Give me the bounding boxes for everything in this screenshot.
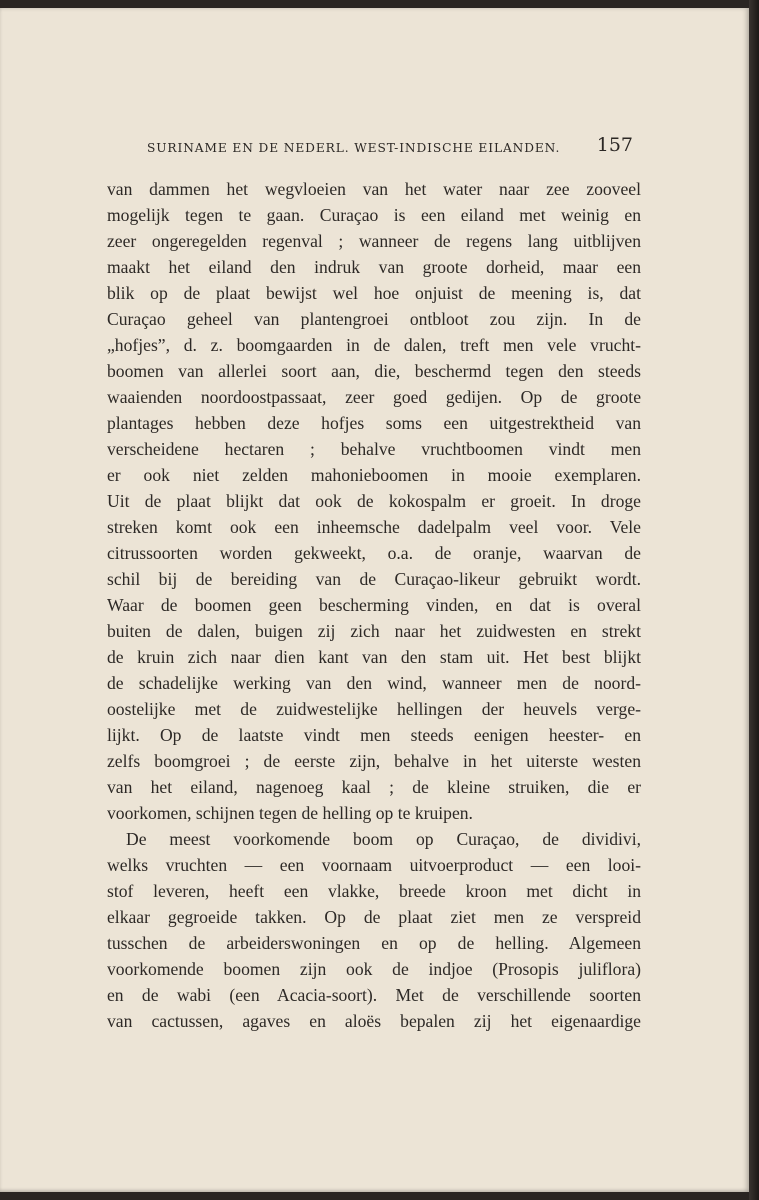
text-line: citrussoorten worden gekweekt, o.a. de oranje, waarvan de	[107, 543, 641, 563]
text-line: van cactussen, agaves en aloës bepalen zij het eigenaardige	[107, 1011, 641, 1031]
text-line: de kruin zich naar dien kant van den stam uit. Het best blijkt	[107, 647, 641, 667]
text-line: Waar de boomen geen bescherming vinden, en dat is overal	[107, 595, 641, 615]
text-line: zeer ongeregelden regenval ; wanneer de regens lang uitblijven	[107, 231, 641, 251]
text-line: De meest voorkomende boom op Curaçao, de dividivi,	[126, 829, 641, 849]
text-line: voorkomen, schijnen tegen de helling op te kruipen.	[107, 803, 473, 823]
text-line: en de wabi (een Acacia-soort). Met de verschillende soorten	[107, 985, 641, 1005]
text-line: lijkt. Op de laatste vindt men steeds eenigen heester- en	[107, 725, 641, 745]
text-line: maakt het eiland den indruk van groote dorheid, maar een	[107, 257, 641, 277]
text-line: boomen van allerlei soort aan, die, beschermd tegen den steeds	[107, 361, 641, 381]
text-line: welks vruchten — een voornaam uitvoerproduct — een looi-	[107, 855, 641, 875]
running-title: SURINAME EN DE NEDERL. WEST-INDISCHE EILANDEN.	[147, 141, 561, 155]
text-line: stof leveren, heeft een vlakke, breede kroon met dicht in	[107, 881, 641, 901]
text-line: oostelijke met de zuidwestelijke hellingen der heuvels verge-	[107, 699, 641, 719]
text-line: er ook niet zelden mahonieboomen in mooie exemplaren.	[107, 465, 641, 485]
page-number: 157	[596, 134, 633, 156]
text-line: „hofjes”, d. z. boomgaarden in de dalen, treft men vele vrucht-	[107, 335, 641, 355]
text-line: plantages hebben deze hofjes soms een uitgestrektheid van	[107, 413, 641, 433]
text-line: Curaçao geheel van plantengroei ontbloot zou zijn. In de	[107, 309, 641, 329]
text-line: zelfs boomgroei ; de eerste zijn, behalve in het uiterste westen	[107, 751, 641, 771]
text-line: mogelijk tegen te gaan. Curaçao is een eiland met weinig en	[107, 205, 641, 225]
text-line: elkaar gegroeide takken. Op de plaat ziet men ze verspreid	[107, 907, 641, 927]
text-line: van het eiland, nagenoeg kaal ; de kleine struiken, die er	[107, 777, 641, 797]
text-line: de schadelijke werking van den wind, wanneer men de noord-	[107, 673, 641, 693]
text-line: streken komt ook een inheemsche dadelpalm veel voor. Vele	[107, 517, 641, 537]
text-line: schil bij de bereiding van de Curaçao-likeur gebruikt wordt.	[107, 569, 641, 589]
text-line: van dammen het wegvloeien van het water naar zee zooveel	[107, 179, 641, 199]
text-line: verscheidene hectaren ; behalve vruchtboomen vindt men	[107, 439, 641, 459]
text-line: waaienden noordoostpassaat, zeer goed gedijen. Op de groote	[107, 387, 641, 407]
book-edge	[749, 0, 759, 1200]
text-line: voorkomende boomen zijn ook de indjoe (Prosopis juliflora)	[107, 959, 641, 979]
text-line: tusschen de arbeiderswoningen en op de helling. Algemeen	[107, 933, 641, 953]
text-line: buiten de dalen, buigen zij zich naar het zuidwesten en strekt	[107, 621, 641, 641]
text-line: blik op de plaat bewijst wel hoe onjuist de meening is, dat	[107, 283, 641, 303]
text-line: Uit de plaat blijkt dat ook de kokospalm er groeit. In droge	[107, 491, 641, 511]
running-header	[147, 134, 633, 160]
